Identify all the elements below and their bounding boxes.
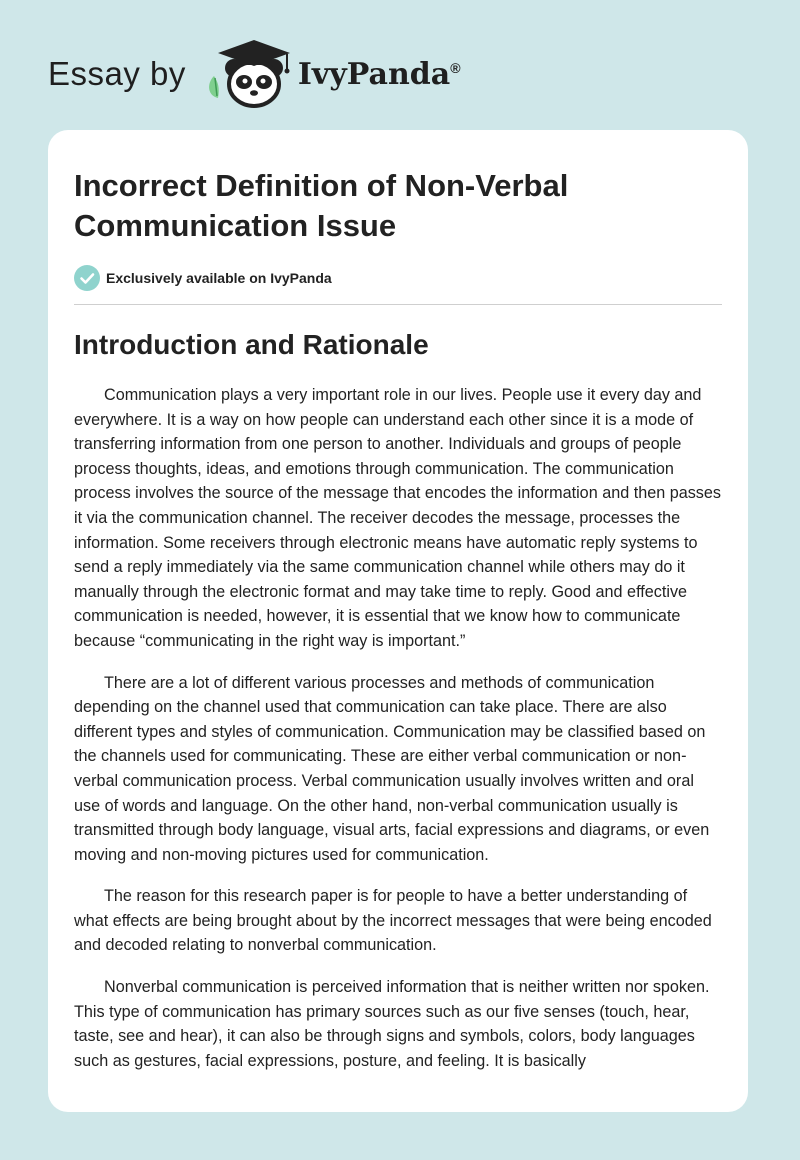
registered-mark: ® bbox=[450, 59, 461, 76]
exclusive-badge-label: Exclusively available on IvyPanda bbox=[106, 270, 332, 286]
section-title: Introduction and Rationale bbox=[74, 329, 429, 360]
checkmark-icon bbox=[74, 265, 100, 291]
paragraph: The reason for this research paper is for people to have a better understanding of what effects are being brought about by the incorrect messages that were being encoded and decoded relating to nonverbal communication. bbox=[74, 887, 712, 955]
brand-header bbox=[48, 36, 461, 112]
essay-card bbox=[48, 130, 748, 1112]
brand-name: IvyPanda® bbox=[297, 56, 461, 92]
exclusive-badge bbox=[74, 265, 722, 291]
panda-logo-icon bbox=[204, 36, 296, 112]
paragraph: Communication plays a very important role in our lives. People use it every day and everywhere. It is a way on how people can understand each other since it is a mode of transferring information from one person to another. Individuals and groups of people process thoughts, ideas, and emotions through communication. The communication process involves the source of the message that encodes the information and then passes it via the communication channel. The receiver decodes the message, processes the information. Some receivers through electronic means have automatic reply systems to send a reply immediately via the same communication channel while others may do it manually through the electronic format and may take time to reply. Good and effective communication is needed, however, it is essential that we know how to communicate because “communicating in the right way is important.” bbox=[74, 386, 721, 650]
paragraph: Nonverbal communication is perceived information that is neither written nor spoken. This type of communication has primary sources such as our five senses (touch, hear, taste, see and hear), it can also be through signs and symbols, colors, body languages such as gestures, facial expressions, posture, and feeling. It is basically bbox=[74, 978, 710, 1070]
paragraph: There are a lot of different various processes and methods of communication depending on the channel used that communication can take place. There are also different types and styles of communication. Communication may be classified based on the channels used for communicating. These are either verbal communication or non-verbal communication process. Verbal communication usually involves written and oral use of words and language. On the other hand, non-verbal communication usually is transmitted through body language, visual arts, facial expressions and diagrams, or even moving and non-moving pictures used for communication. bbox=[74, 673, 710, 864]
essay-by-label: Essay by bbox=[48, 55, 186, 92]
page-title: Incorrect Definition of Non-Verbal Communication Issue bbox=[74, 168, 569, 243]
divider bbox=[74, 304, 722, 305]
